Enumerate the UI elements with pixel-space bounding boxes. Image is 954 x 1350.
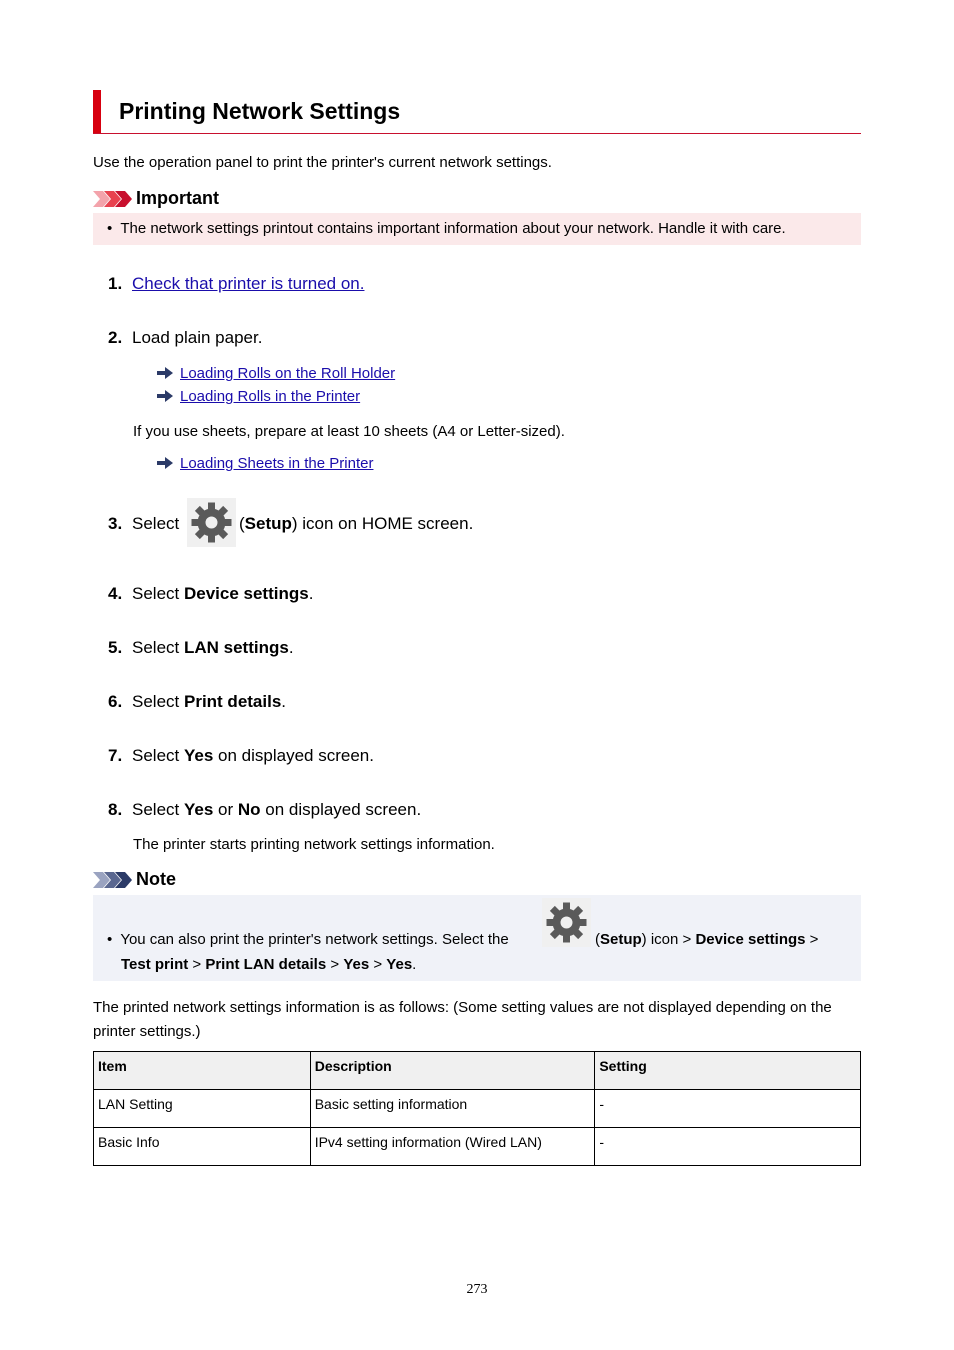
note-line-1: • You can also print the printer's network settings. Select the xyxy=(107,931,509,948)
note-yes: Yes xyxy=(343,956,370,973)
table-header: Item xyxy=(94,1052,311,1090)
step-text-end: on displayed screen. xyxy=(213,746,374,765)
step-number: 1. xyxy=(108,274,123,293)
sublink-sheets-printer xyxy=(157,455,373,472)
note-line-1-end: (Setup) icon > Device settings > xyxy=(595,931,819,948)
note-yes: Yes xyxy=(386,956,413,973)
page-title: Printing Network Settings xyxy=(119,98,401,124)
note-device-settings: Device settings xyxy=(695,931,806,948)
step-number: 4. xyxy=(108,584,123,603)
important-item: • The network settings printout contains important information about your network. Handle it with care. xyxy=(107,220,786,237)
page-heading xyxy=(93,90,861,134)
step-4 xyxy=(108,584,313,604)
table-cell: LAN Setting xyxy=(94,1090,311,1128)
step-8 xyxy=(108,800,421,820)
arrow-right-icon xyxy=(157,367,173,379)
check-printer-link[interactable]: Check that printer is turned on. xyxy=(132,274,365,293)
step-2 xyxy=(108,328,262,348)
step-number: 5. xyxy=(108,638,123,657)
loading-rolls-printer-link[interactable]: Loading Rolls in the Printer xyxy=(180,388,361,405)
step-bold-2: No xyxy=(237,800,261,819)
table-cell: Basic Info xyxy=(94,1128,311,1166)
triple-chevron-icon xyxy=(93,189,133,209)
note-sep: > xyxy=(326,956,344,973)
important-text: The network settings printout contains important information about your network. Handle it with care. xyxy=(120,220,786,237)
step-text: Select xyxy=(132,584,184,603)
loading-sheets-link[interactable]: Loading Sheets in the Printer xyxy=(180,455,374,472)
step-bold: LAN settings xyxy=(183,638,289,657)
step-bold: Print details xyxy=(183,692,282,711)
step-6 xyxy=(108,692,286,712)
note-sep: ) icon > xyxy=(641,931,696,948)
step-number: 2. xyxy=(108,328,123,347)
note-text: You can also print the printer's network settings. Select the xyxy=(120,931,509,948)
note-end: . xyxy=(412,956,417,973)
intro-text: Use the operation panel to print the printer's current network settings. xyxy=(93,154,552,171)
step-text: Select xyxy=(132,692,184,711)
sheets-instruction: If you use sheets, prepare at least 10 sheets (A4 or Letter-sized). xyxy=(133,423,565,440)
table-row xyxy=(94,1128,861,1166)
table-header: Description xyxy=(310,1052,595,1090)
step-text: Select xyxy=(132,746,184,765)
table-cell: IPv4 setting information (Wired LAN) xyxy=(310,1128,595,1166)
step-text-end: . xyxy=(281,692,287,711)
step-text: Select xyxy=(132,638,184,657)
table-row xyxy=(94,1090,861,1128)
table-header-row xyxy=(94,1052,861,1090)
step-text: Select xyxy=(132,800,184,819)
important-label: Important xyxy=(136,188,219,208)
note-test-print: Test print xyxy=(121,956,189,973)
note-label: Note xyxy=(136,869,176,889)
setup-label: Setup xyxy=(244,513,292,533)
step-number: 8. xyxy=(108,800,123,819)
arrow-right-icon xyxy=(157,457,173,469)
sublink-rolls-printer xyxy=(157,388,360,405)
gear-icon xyxy=(187,498,236,547)
note-sep: > xyxy=(805,931,819,948)
gear-icon xyxy=(542,898,591,947)
note-line-2 xyxy=(121,956,416,973)
loading-rolls-holder-link[interactable]: Loading Rolls on the Roll Holder xyxy=(180,365,396,382)
important-box xyxy=(93,213,861,245)
note-setup: Setup xyxy=(600,931,642,948)
step-text-end: . xyxy=(308,584,314,603)
step-bold: Yes xyxy=(183,800,214,819)
step-text-end: . xyxy=(288,638,294,657)
step-bold: Device settings xyxy=(183,584,309,603)
step-text-end: on displayed screen. xyxy=(260,800,422,819)
table-cell: Basic setting information xyxy=(310,1090,595,1128)
step-number: 7. xyxy=(108,746,123,765)
step-number: 3. xyxy=(108,513,123,533)
heading-accent-bar xyxy=(93,90,101,133)
step-3 xyxy=(108,498,473,547)
step-text: (Setup) icon on HOME screen. xyxy=(238,513,474,533)
step-bold: Yes xyxy=(183,746,214,765)
step-text: Select xyxy=(132,513,180,533)
step-5 xyxy=(108,638,294,658)
note-print-lan: Print LAN details xyxy=(205,956,327,973)
step-text-mid: or xyxy=(213,800,238,819)
table-intro: The printed network settings information is as follows: (Some setting values are not displayed depending on the printer settings.) xyxy=(93,999,832,1040)
triple-chevron-icon xyxy=(93,870,133,890)
step-8-result: The printer starts printing network settings information. xyxy=(133,836,495,853)
note-sep: > xyxy=(369,956,387,973)
step-text-end: ) icon on HOME screen. xyxy=(291,513,474,533)
sublink-rolls-holder xyxy=(157,365,395,382)
page-number: 273 xyxy=(466,1282,488,1297)
arrow-right-icon xyxy=(157,390,173,402)
step-7 xyxy=(108,746,374,766)
step-number: 6. xyxy=(108,692,123,711)
note-sep: > xyxy=(188,956,206,973)
table-header: Setting xyxy=(595,1052,861,1090)
table-cell: - xyxy=(595,1128,861,1166)
step-text: Load plain paper. xyxy=(132,328,263,347)
table-cell: - xyxy=(595,1090,861,1128)
step-1 xyxy=(108,274,364,294)
settings-table xyxy=(93,1051,861,1166)
note-box xyxy=(93,895,861,981)
